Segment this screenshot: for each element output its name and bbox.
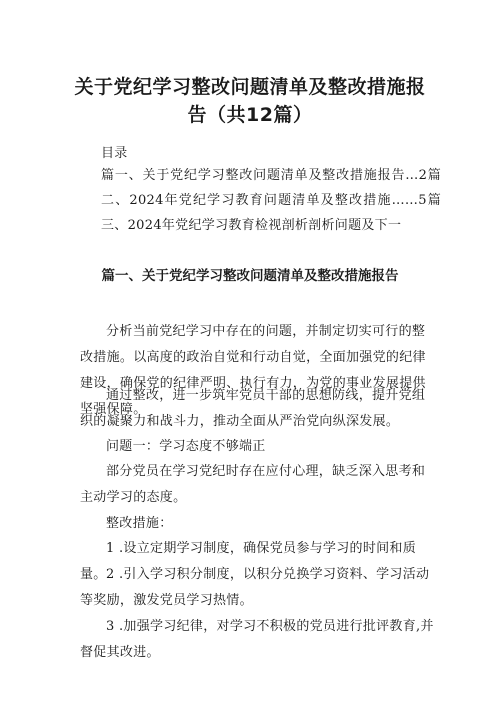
body-paragraph: 部分党员在学习党纪时存在应付心理，缺乏深入思考和主动学习的态度。 <box>80 464 426 505</box>
measures-label: 整改措施： <box>106 516 173 531</box>
measure-item: 1 .设立定期学习制度，确保党员参与学习的时间和质量。 <box>80 541 417 582</box>
toc-text: 篇一、关于党纪学习整改问题清单及整改措施报告…2篇二、2024年党纪学习教育问题清单及整改措施……5篇三、2024年党纪学习教育检视剖析剖析问题及下一 <box>101 168 441 233</box>
body-paragraph: 通过整改，进一步筑牢党员干部的思想防线，提升党组织的凝聚力和战斗力，推动全面从严治党向纵深发展。 <box>80 388 426 429</box>
document-title-line-2: 告（共12篇） <box>187 104 313 126</box>
problem-heading: 问题一：学习态度不够端正 <box>106 439 266 454</box>
section-heading: 篇一、关于党纪学习整改问题清单及整改措施报告 <box>101 268 399 284</box>
measure-item: 2 .引入学习积分制度，以积分兑换学习资料、学习活动等奖励，激发党员学习热情。 <box>80 567 430 608</box>
measure-item: 3 .加强学习纪律，对学习不积极的党员进行批评教育,并督促其改进。 <box>80 619 434 660</box>
body-paragraph: 分析当前党纪学习中存在的问题，并制定切实可行的整改措施。以高度的政治自觉和行动自觉，全面加强党的纪律建设，确保党的纪律严明、执行有力，为党的事业发展提供坚强保障。 <box>80 324 426 417</box>
toc-label: 目录 <box>101 146 128 161</box>
document-title-line-1: 关于党纪学习整改问题清单及整改措施报 <box>74 76 426 98</box>
